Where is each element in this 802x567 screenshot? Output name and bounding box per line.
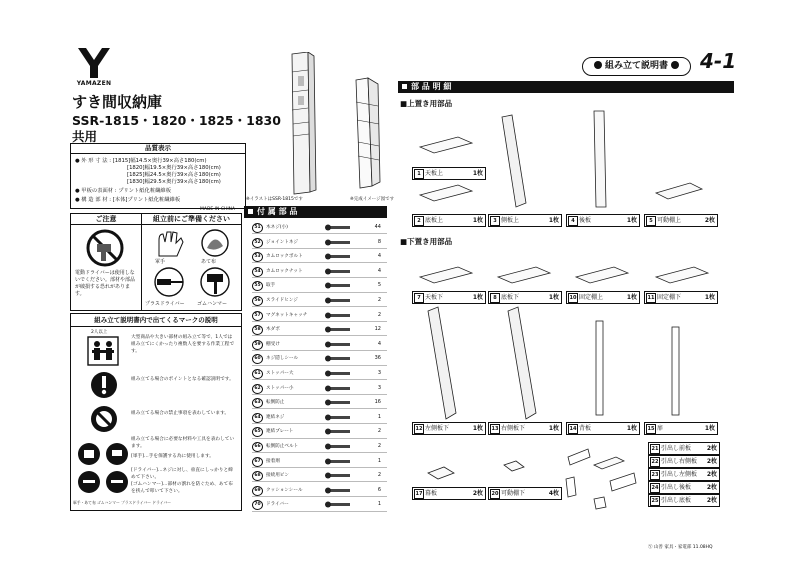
part-label [412, 167, 486, 180]
accessory-name: 取手 [266, 283, 276, 289]
accessory-row [252, 237, 387, 249]
accessory-row [252, 383, 387, 395]
quality-row-label: ● 構 造 部 材 [75, 197, 108, 203]
accessory-row [252, 295, 387, 307]
marks-explanation-box [70, 313, 242, 511]
part-label [644, 214, 718, 227]
accessory-qty: 2 [377, 311, 381, 318]
accessory-number: 66 [252, 442, 263, 452]
part-drawing [610, 473, 636, 491]
lower-parts-heading: ■下置き用部品 [400, 237, 453, 246]
part-qty: 1枚 [704, 294, 715, 301]
drawer-part-label [648, 442, 720, 455]
part-number: 12 [415, 426, 423, 432]
accessory-qty: 8 [377, 238, 381, 245]
bullet-icon [671, 61, 679, 69]
part-name: 左側板下 [425, 425, 450, 432]
drawer-part-label [648, 468, 720, 481]
attention-icon [89, 370, 119, 400]
accessory-icon [314, 325, 366, 334]
accessory-name: マグネットキャッチ [266, 312, 308, 318]
accessory-number: 63 [252, 398, 263, 408]
part-name: 引出し前板 [661, 445, 692, 452]
accessory-name: ストッパー小 [266, 385, 294, 391]
accessory-qty: 12 [374, 326, 381, 333]
accessory-number: 58 [252, 325, 263, 335]
part-drawing [428, 467, 454, 479]
accessory-number: 65 [252, 427, 263, 437]
drawer-part-label [648, 494, 720, 507]
tools-heading: 組立前にご準備ください [142, 214, 241, 225]
part-qty: 2枚 [706, 445, 717, 452]
circle-labels [73, 500, 171, 506]
part-name: 扉 [657, 425, 664, 432]
part-label [412, 214, 486, 227]
part-name: 底板下 [501, 294, 520, 301]
part-qty: 4枚 [548, 490, 559, 497]
accessory-row [252, 441, 387, 453]
accessory-qty: 6 [377, 486, 381, 493]
part-drawing [566, 477, 576, 497]
accessory-number: 68 [252, 471, 263, 481]
accessory-icon [314, 311, 366, 320]
bullet-icon [594, 61, 602, 69]
quality-heading: 品質表示 [71, 144, 245, 154]
accessory-qty: 4 [377, 253, 381, 260]
part-qty: 1枚 [472, 294, 483, 301]
accessory-icon [314, 281, 366, 290]
rubber-hammer-icon [195, 266, 235, 298]
accessory-row [252, 310, 387, 322]
accessory-number: 67 [252, 457, 263, 467]
part-name: 天板下 [425, 294, 444, 301]
part-name: 幕板 [425, 490, 438, 497]
two-people-icon [87, 336, 119, 366]
quality-row [127, 177, 221, 185]
accessory-icon [314, 500, 366, 509]
part-number: 20 [491, 491, 499, 497]
part-number: 23 [651, 472, 659, 478]
accessory-name: ストッパー大 [266, 371, 294, 376]
accessory-qty: 1 [377, 501, 381, 508]
drawer-part-label [648, 455, 720, 468]
part-number: 15 [647, 426, 655, 432]
accessory-icon [314, 471, 366, 480]
part-number: 10 [569, 295, 577, 301]
accessory-row [252, 222, 387, 234]
part-qty: 2枚 [706, 497, 717, 504]
accessory-row [252, 412, 387, 424]
accessory-number: 54 [252, 267, 263, 277]
part-number: 17 [415, 491, 423, 497]
part-name: 引出し左側板 [661, 471, 698, 478]
tool-label-cloth: あて布 [201, 259, 217, 265]
part-number: 25 [651, 498, 659, 504]
tool-label-gloves: 軍手 [155, 259, 166, 265]
part-name: 可動棚上 [657, 217, 682, 224]
part-label [488, 214, 562, 227]
quality-row-label: ● 甲板の表面材 [75, 188, 114, 194]
part-qty: 1枚 [472, 217, 483, 224]
accessory-row [252, 266, 387, 278]
part-name: 背板 [579, 425, 592, 432]
cloth-icon [197, 228, 233, 258]
accessory-icon [314, 427, 366, 436]
part-drawing [420, 185, 472, 201]
brand-logo [70, 46, 118, 96]
part-drawing [428, 307, 456, 419]
mark-note-gloves: [軍手]…手を保護する為に使用します。 [131, 454, 214, 459]
screwdriver-icon [149, 266, 189, 298]
brand-name: YAMAZEN [76, 80, 112, 87]
accessory-row [252, 397, 387, 409]
accessory-qty: 1 [377, 457, 381, 464]
part-label [488, 422, 562, 435]
accessory-number: 51 [252, 223, 263, 233]
part-drawing [656, 183, 702, 199]
part-qty: 1枚 [548, 217, 559, 224]
yamazen-logo-icon [76, 46, 112, 80]
part-number: 11 [647, 295, 655, 301]
accessory-qty: 2 [377, 472, 381, 479]
accessory-name: カムロックボルト [266, 254, 303, 260]
accessory-number: 61 [252, 369, 263, 379]
accessory-icon [314, 457, 366, 466]
accessory-number: 60 [252, 354, 263, 364]
accessory-icon [314, 442, 366, 451]
part-number: 1 [414, 169, 424, 179]
quality-row-value: : [1815]幅14.5×奥行39×高さ180(cm) [109, 158, 207, 164]
part-name: 引出し後板 [661, 484, 692, 491]
accessory-name: ネジ隠しシール [266, 356, 299, 362]
part-drawing [576, 267, 628, 283]
part-name: 引出し右側板 [661, 458, 698, 465]
part-qty: 1枚 [472, 425, 483, 432]
accessory-qty: 36 [374, 355, 381, 362]
quality-label-box [70, 143, 246, 209]
accessory-qty: 44 [374, 224, 381, 230]
quality-row-value: [1820]幅19.5×奥行39×高さ180(cm) [127, 165, 221, 171]
circle-label: ドライバー [152, 500, 172, 505]
accessory-name: スライドヒンジ [266, 298, 298, 303]
accessory-qty: 4 [377, 340, 381, 347]
accessory-qty: 2 [377, 443, 381, 449]
accessory-name: クッションシール [266, 487, 303, 493]
accessory-number: 53 [252, 252, 263, 262]
mark-note-hammer: [ゴムハンマー]…部材の割れを防ぐため、あて布を挟んで叩いて下さい。 [131, 482, 233, 494]
two-people-label: 2人以上 [91, 330, 108, 335]
part-number: 2 [414, 216, 424, 226]
quality-row-label: ● 外 形 寸 法 [75, 158, 108, 164]
accessory-qty: 16 [374, 399, 381, 406]
part-name: 固定棚下 [657, 294, 682, 301]
part-drawing [420, 267, 472, 283]
accessory-qty: 2 [377, 428, 381, 435]
mark-text-tools: 組み立てる場合に必要な材料や工具を表わしています。 [131, 437, 235, 449]
product-sketch-main [292, 52, 316, 194]
accessory-icon [314, 252, 366, 261]
marks-heading: 組み立て説明書内で出てくるマークの説明 [71, 314, 241, 327]
parts-heading-text: 部 品 明 細 [411, 82, 452, 91]
accessory-name: 連結プレート [266, 429, 294, 435]
part-number: 3 [490, 216, 500, 226]
part-drawing [568, 449, 590, 465]
accessory-name: ドライバー [266, 502, 289, 508]
part-name: 底板上 [425, 217, 444, 224]
mark-text-prohibited: 組み立てる場合の禁止事項を表わしています。 [131, 411, 230, 416]
part-number: 8 [490, 293, 500, 303]
accessory-row [252, 368, 387, 380]
accessory-icon [314, 486, 366, 495]
footer-text: Ⓨ 山善 家具・家電部 11.08HQ [648, 545, 713, 550]
part-number: 4 [568, 216, 578, 226]
part-qty: 1枚 [626, 294, 637, 301]
accessory-name: 接続用ピン [266, 473, 289, 479]
accessory-name: ジョイントネジ [266, 239, 299, 245]
part-name: 引出し底板 [661, 497, 692, 504]
part-qty: 1枚 [548, 425, 559, 432]
part-drawing [672, 327, 679, 415]
accessory-icon [314, 413, 366, 422]
part-number: 7 [414, 293, 424, 303]
caution-text: 電動ドライバーは使用しないでください。部材や部品が破損する恐れがあります。 [75, 270, 136, 297]
gloves-icon [153, 228, 189, 258]
quality-row [75, 186, 171, 194]
circle-label: プラスドライバー [121, 500, 152, 505]
no-electric-driver-icon [83, 228, 127, 268]
part-name: 天板上 [425, 170, 444, 177]
accessory-number: 52 [252, 238, 263, 248]
common-use-label: 共用 [72, 129, 98, 144]
mark-text-attention: 組み立てる場合のポイントとなる確認説明です。 [131, 377, 234, 382]
prohibited-icon [89, 404, 119, 434]
accessory-qty: 4 [377, 267, 381, 274]
part-drawing [420, 137, 472, 153]
accessory-row [252, 280, 387, 292]
accessory-row [252, 426, 387, 438]
model-numbers: SSR-1815・1820・1825・1830 [72, 113, 281, 128]
part-label [644, 422, 718, 435]
part-number: 24 [651, 485, 659, 491]
quality-row-value: [1830]幅29.5×奥行39×高さ180(cm) [127, 179, 221, 185]
accessory-number: 69 [252, 486, 263, 496]
accessory-row [252, 353, 387, 365]
part-label [412, 487, 486, 500]
part-drawing [508, 307, 536, 419]
part-drawing [504, 461, 524, 471]
accessory-icon [314, 267, 366, 276]
illustration-caption-right: ※完成イメージ図です [350, 197, 395, 202]
accessory-icon [314, 369, 366, 378]
mark-note-driver: [ドライバー]…ネジに対し、垂直にしっかりと締めて下さい。 [131, 468, 233, 480]
accessory-name: 転倒防止 [266, 400, 285, 406]
part-drawing [498, 267, 550, 283]
part-label [412, 422, 486, 435]
accessory-name: カムロックナット [266, 268, 303, 274]
part-number: 13 [491, 426, 499, 432]
part-name: 右側板下 [501, 425, 526, 432]
illustration-caption-left: ※イラストはSSR-1815です [246, 197, 303, 202]
accessory-number: 64 [252, 413, 263, 423]
accessory-icon [314, 340, 366, 349]
page-number: 4-1 [700, 49, 737, 73]
accessory-icon [314, 238, 366, 247]
part-qty: 2枚 [706, 484, 717, 491]
accessory-row [252, 339, 387, 351]
accessory-row [252, 470, 387, 482]
tool-label-screwdriver: プラスドライバー [145, 301, 185, 307]
part-qty: 1枚 [472, 170, 483, 177]
accessory-name: 棚受け [266, 341, 280, 347]
mark-text-two-people: 大型商品や大きい部材の組み立て等で、1人では組み立てにくかったり複数人を要する作業工程です。 [131, 335, 235, 354]
part-label [566, 291, 640, 304]
accessory-row [252, 251, 387, 263]
part-drawing [502, 115, 526, 207]
accessory-icon [314, 296, 366, 305]
accessory-number: 56 [252, 296, 263, 306]
part-label [488, 291, 562, 304]
manual-badge-label: 組み立て説明書 [604, 61, 668, 71]
tool-marks-icon [75, 438, 133, 498]
quality-row [75, 195, 180, 203]
caution-tools-box [70, 213, 242, 311]
part-qty: 1枚 [626, 425, 637, 432]
part-name: 後板 [579, 217, 592, 224]
accessory-qty: 3 [377, 370, 381, 376]
accessory-name: 木ネジ(小) [266, 225, 288, 230]
part-name: 固定棚上 [579, 294, 604, 301]
part-drawing [656, 267, 708, 283]
tool-label-hammer: ゴムハンマー [197, 301, 228, 307]
accessory-name: 転倒防止ベルト [266, 444, 299, 449]
part-number: 21 [651, 446, 659, 452]
quality-row-value: [1825]幅24.5×奥行39×高さ180(cm) [127, 172, 221, 178]
accessory-icon [314, 354, 366, 363]
part-number: 5 [646, 216, 656, 226]
made-in-label: MADE IN CHINA [200, 207, 236, 212]
part-number: 22 [651, 459, 659, 465]
circle-label: ゴムハンマー [97, 500, 120, 505]
accessory-row [252, 485, 387, 497]
part-qty: 1枚 [626, 217, 637, 224]
part-name: 可動棚下 [501, 490, 526, 497]
quality-row-value: : プリント紙化粧繊維板 [114, 188, 172, 194]
quality-row-value: : [本体]プリント紙化粧繊維板 [109, 197, 181, 203]
accessory-number: 55 [252, 281, 263, 291]
parts-detail [398, 81, 734, 513]
drawer-part-label [648, 481, 720, 494]
part-label [412, 291, 486, 304]
accessories-list [244, 206, 387, 512]
part-qty: 2枚 [704, 217, 715, 224]
accessory-qty: 5 [377, 282, 381, 289]
part-qty: 1枚 [548, 294, 559, 301]
product-illustrations [250, 52, 400, 202]
accessories-heading-text: 付 属 部 品 [257, 207, 298, 216]
accessory-number: 57 [252, 311, 263, 321]
part-label [566, 422, 640, 435]
accessory-qty: 1 [377, 413, 381, 420]
accessory-number: 70 [252, 500, 263, 510]
accessory-number: 62 [252, 384, 263, 394]
upper-parts-heading: ■上置き用部品 [400, 99, 453, 108]
part-label [488, 487, 562, 500]
circle-label: 軍手・あて布 [73, 500, 96, 505]
part-label [644, 291, 718, 304]
part-qty: 2枚 [706, 458, 717, 465]
caution-heading: ご注意 [71, 214, 142, 225]
part-qty: 2枚 [472, 490, 483, 497]
accessory-name: 木ダボ [266, 327, 280, 333]
product-sketch-open [356, 78, 380, 188]
part-drawing [594, 111, 606, 207]
part-drawing [594, 457, 624, 469]
accessory-number: 59 [252, 340, 263, 350]
accessory-icon [314, 398, 366, 407]
accessory-row [252, 324, 387, 336]
accessory-row [252, 499, 387, 511]
accessory-row [252, 456, 387, 468]
accessory-icon [314, 384, 366, 393]
accessory-qty: 3 [377, 384, 381, 391]
accessory-icon [314, 223, 366, 232]
part-name: 側板上 [501, 217, 520, 224]
part-number: 14 [569, 426, 577, 432]
accessory-qty: 2 [377, 297, 381, 303]
page-title: すき間収納庫 [72, 93, 163, 111]
part-qty: 2枚 [706, 471, 717, 478]
accessories-heading [244, 206, 387, 218]
accessory-name: 連結ネジ [266, 414, 285, 420]
part-qty: 1枚 [704, 425, 715, 432]
accessory-name: 接着剤 [266, 458, 280, 464]
part-label [566, 214, 640, 227]
manual-badge [582, 57, 691, 76]
part-drawing [594, 497, 606, 509]
part-drawing [596, 321, 603, 415]
